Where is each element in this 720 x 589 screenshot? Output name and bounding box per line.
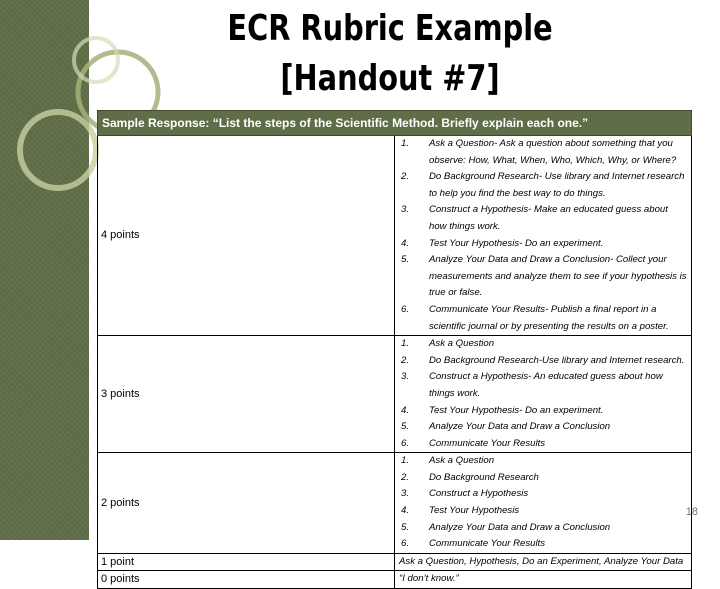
title-line-2: [Handout #7]	[280, 58, 500, 99]
list-item	[399, 419, 687, 436]
item-text: Communicate Your Results	[429, 437, 546, 449]
item-number: 4.	[401, 505, 410, 517]
rubric-row-2	[98, 453, 692, 554]
list-item	[399, 536, 687, 553]
item-number: 6.	[401, 538, 410, 550]
item-number: 3.	[401, 371, 410, 383]
item-number: 1.	[401, 138, 410, 149]
list-item	[399, 252, 687, 302]
item-number: 3.	[401, 488, 410, 500]
list-item	[399, 353, 687, 370]
list-item	[399, 520, 687, 537]
slide-title	[158, 4, 622, 104]
list-item	[399, 436, 687, 453]
description-cell	[395, 553, 692, 571]
page-number: 18	[685, 506, 698, 518]
rubric-row-0	[98, 571, 692, 589]
list-item	[399, 453, 687, 470]
item-number: 2.	[401, 354, 410, 366]
rubric-header-row	[98, 111, 692, 136]
description-cell	[395, 453, 692, 554]
rubric-table	[97, 110, 692, 589]
points-cell: 3 points	[98, 336, 395, 453]
list-item	[399, 486, 687, 503]
description-cell	[395, 571, 692, 589]
points-cell: 4 points	[98, 136, 395, 336]
single-description: “I don’t know.”	[399, 573, 459, 585]
list-item	[399, 136, 687, 169]
item-number: 4.	[401, 404, 410, 416]
description-cell	[395, 136, 692, 336]
item-number: 2.	[401, 171, 410, 183]
rubric-header: Sample Response: “List the steps of the Scientific Method. Briefly explain each one.”	[98, 111, 692, 136]
rubric-row-1	[98, 553, 692, 571]
item-text: Communicate Your Results	[429, 538, 546, 550]
item-text: Analyze Your Data and Draw a Conclusion	[429, 421, 611, 433]
item-number: 5.	[401, 521, 410, 533]
item-text: Do Background Research	[429, 471, 539, 483]
item-number: 5.	[401, 421, 410, 433]
item-text: Construct a Hypothesis	[429, 488, 529, 500]
item-number: 1.	[401, 338, 410, 350]
item-text: Ask a Question- Ask a question about something that you observe: How, What, When, Who, Which, Why, or Where?	[429, 138, 677, 166]
list-item	[399, 202, 687, 235]
item-text: Communicate Your Results- Publish a final report in a scientific journal or by presenting the results on a poster.	[429, 303, 669, 332]
points-cell: 1 point	[98, 553, 395, 571]
points-cell: 2 points	[98, 453, 395, 554]
description-cell	[395, 336, 692, 453]
list-item	[399, 503, 687, 520]
item-text: Do Background Research-Use library and Internet research.	[429, 354, 685, 366]
rubric-row-4	[98, 136, 692, 336]
title-line-1: ECR Rubric Example	[227, 8, 553, 49]
rubric-row-3	[98, 336, 692, 453]
list-item	[399, 403, 687, 420]
item-number: 1.	[401, 455, 410, 467]
list-item	[399, 169, 687, 202]
item-number: 5.	[401, 254, 410, 266]
list-item	[399, 302, 687, 335]
item-text: Ask a Question	[429, 338, 495, 350]
single-description: Ask a Question, Hypothesis, Do an Experiment, Analyze Your Data	[399, 555, 684, 567]
item-number: 6.	[401, 303, 410, 315]
item-text: Test Your Hypothesis	[429, 505, 520, 517]
item-text: Construct a Hypothesis- Make an educated guess about how things work.	[429, 204, 668, 232]
list-item	[399, 470, 687, 487]
list-item	[399, 336, 687, 353]
item-number: 2.	[401, 471, 410, 483]
item-text: Construct a Hypothesis- An educated guess about how things work.	[429, 371, 663, 399]
item-number: 3.	[401, 204, 410, 216]
item-text: Analyze Your Data and Draw a Conclusion	[429, 521, 611, 533]
item-text: Analyze Your Data and Draw a Conclusion- Collect your measurements and analyze them to see if your hypothesis is true or false.	[429, 254, 687, 299]
decorative-sidebar	[0, 0, 89, 540]
list-item	[399, 236, 687, 253]
item-text: Test Your Hypothesis- Do an experiment.	[429, 404, 604, 416]
item-number: 6.	[401, 437, 410, 449]
item-text: Ask a Question	[429, 455, 495, 467]
points-cell: 0 points	[98, 571, 395, 589]
item-text: Test Your Hypothesis- Do an experiment.	[429, 237, 604, 249]
item-number: 4.	[401, 237, 410, 249]
item-text: Do Background Research- Use library and Internet research to help you find the best way to do things.	[429, 171, 685, 199]
list-item	[399, 369, 687, 402]
